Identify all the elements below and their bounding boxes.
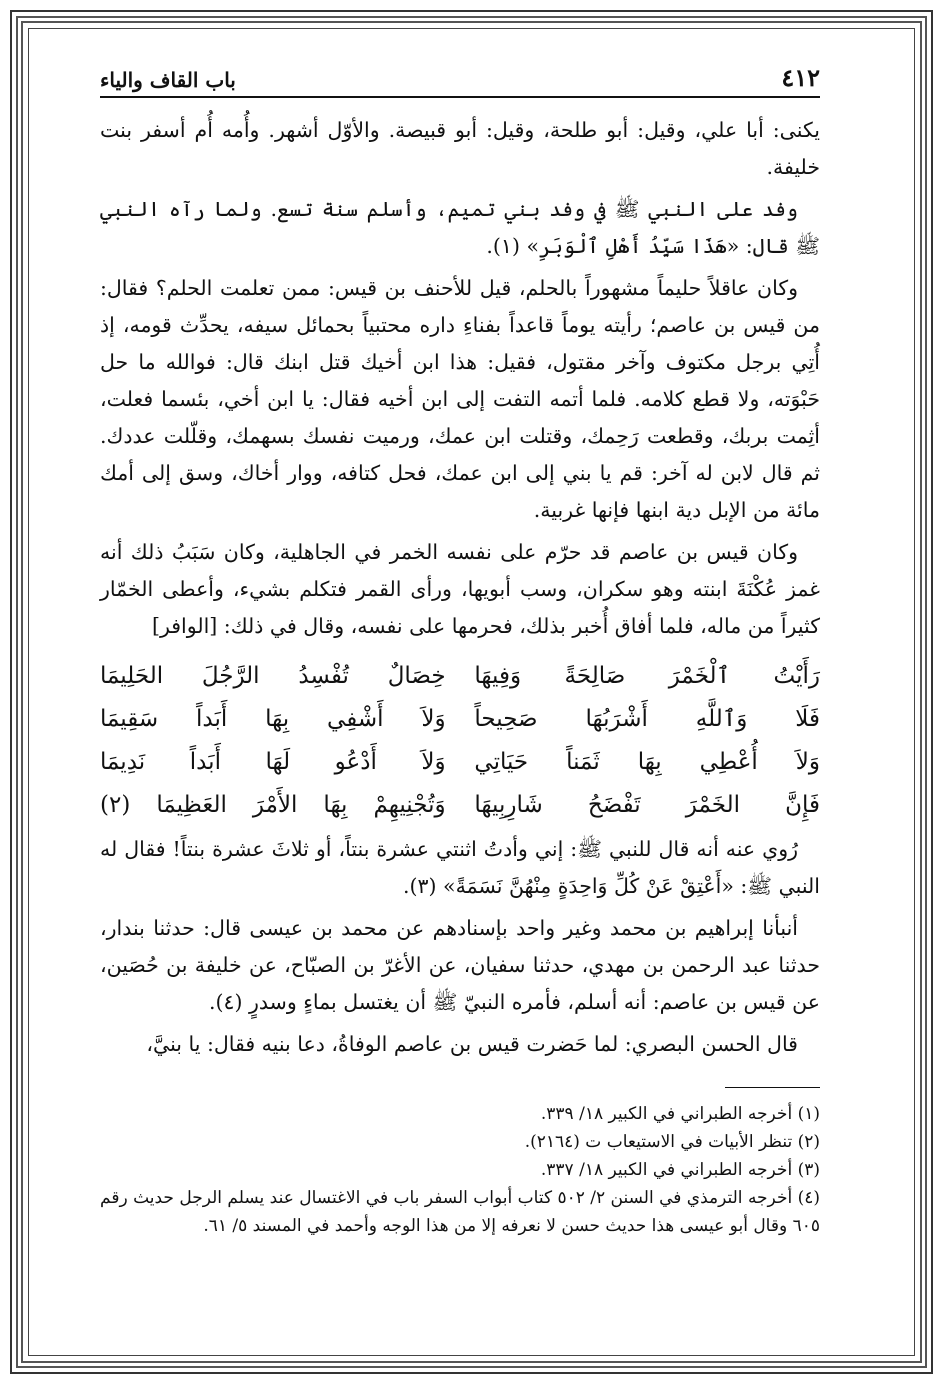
verse-first-hemistich: وَلاَ أُعْطِي بِهَا ثَمَناً حَيَاتِي [474, 749, 820, 775]
paragraph: وفد على النبي ﷺ في وفد بني تميم، وأسلم سنة تسع. ولما رآه النبي ﷺ قال: «هَذَا سَيِّدُ أَهْلِ ٱلْوَبَرِ» (١). [100, 197, 820, 258]
paragraph: رُوي عنه أنه قال للنبي ﷺ: إني وأدتُ اثنتي عشرة بنتاً، أو ثلاثَ عشرة بنتاً! فقال له النبي ﷺ: «أَعْتِقْ عَنْ كُلِّ وَاحِدَةٍ مِنْهُنَّ نَسَمَةً» (٣). [100, 837, 820, 898]
footnote-separator [725, 1087, 820, 1088]
paragraph: أنبأنا إبراهيم بن محمد وغير واحد بإسنادهم عن محمد بن عيسى قال: حدثنا بندار، حدثنا عبد الرحمن بن مهدي، حدثنا سفيان، عن الأغرّ بن الصبّاح، عن خليفة بن حُصَين، عن قيس بن عاصم: أنه أسلم، فأمره النبيّ ﷺ أن يغتسل بماءٍ وسدرٍ (٤). [100, 916, 820, 1014]
verse-first-hemistich: فَإِنَّ الخَمْرَ تَفْضَحُ شَارِبِيهَا [474, 792, 820, 818]
paragraph: وكان قيس بن عاصم قد حرّم على نفسه الخمر في الجاهلية، وكان سَبَبُ ذلك أنه غمز عُكْنَةَ ابنته وهو سكران، وسب أبويها، ورأى القمر فتكلم بشيء، وأعطى الخمّار كثيراً من ماله، فلما أفاق أُخبر بذلك، فحرمها على نفسه، وقال في ذلك: [الوافر] [100, 540, 820, 638]
verse-second-hemistich: وَتُجْنِيهِمْ بِهَا الأَمْرَ العَظِيمَا (٢) [100, 792, 446, 818]
chapter-title: باب القاف والياء [100, 68, 236, 92]
footnote: (٢) تنظر الأبيات في الاستيعاب ت (٢١٦٤). [524, 1132, 820, 1152]
poem-verse [100, 784, 820, 827]
footnotes [100, 1100, 820, 1240]
paragraph: قال الحسن البصري: لما حَضرت قيس بن عاصم الوفاةُ، دعا بنيه فقال: يا بنيَّ، [146, 1032, 798, 1056]
verse-second-hemistich: خِصَالٌ تُفْسِدُ الرَّجُلَ الحَلِيمَا [100, 663, 446, 689]
footnote: (٣) أخرجه الطبراني في الكبير ١٨/ ٣٣٧. [540, 1160, 820, 1180]
footnote: (٤) أخرجه الترمذي في السنن ٢/ ٥٠٢ كتاب أبواب السفر باب في الاغتسال عند يسلم الرجل حديث رقم ٦٠٥ وقال أبو عيسى هذا حديث حسن لا نعرفه إلا من هذا الوجه وأحمد في المسند ٥/ ٦١. [100, 1188, 820, 1236]
poem-verse [100, 655, 820, 698]
verse-second-hemistich: وَلاَ أَدْعُو لَهَا أَبَداً نَدِيمَا [100, 749, 446, 775]
poem-verse [100, 741, 820, 784]
paragraph: يكنى: أبا علي، وقيل: أبو طلحة، وقيل: أبو قبيصة. والأوّل أشهر. وأُمه أُم أسفر بنت خليفة. [100, 118, 820, 179]
verse-first-hemistich: رَأَيْتُ ٱلْخَمْرَ صَالِحَةً وَفِيهَا [474, 663, 820, 689]
footnote: (١) أخرجه الطبراني في الكبير ١٨/ ٣٣٩. [540, 1104, 820, 1124]
verse-first-hemistich: فَلَا وَٱللَّهِ أَشْرَبُهَا صَحِيحاً [474, 706, 820, 732]
verse-second-hemistich: وَلاَ أَشْفِي بِهَا أَبَداً سَقِيمَا [100, 706, 446, 732]
poem-verse [100, 698, 820, 741]
main-text [100, 112, 820, 1063]
book-page [100, 62, 820, 1240]
running-header [100, 62, 820, 98]
poem [100, 655, 820, 827]
page-number: ٤١٢ [781, 63, 820, 92]
paragraph: وكان عاقلاً حليماً مشهوراً بالحلم، قيل للأحنف بن قيس: ممن تعلمت الحلم؟ فقال: من قيس بن عاصم؛ رأيته يوماً قاعداً بفناءِ داره محتبياً بحمائل سيفه، يحدِّث قومه، إذ أُتِي برجل مكتوف وآخر مقتول، فقيل: هذا ابن أخيك قتل ابنك قال: فوالله ما حل حَبْوَته، ولا قطع كلامه. فلما أتمه التفت إلى ابن أخيه فقال: يا ابن أخي، بئسما فعلت، أثِمت بربك، وقطعت رَحِمك، وقتلت ابن عمك، ورميت نفسك بسهمك، وقلّلت عددك. ثم قال لابن له آخر: قم يا بني إلى ابن عمك، فحل كتافه، ووار أخاك، وسق إلى أمك مائة من الإبل دية ابنها فإنها غربية. [100, 276, 820, 522]
